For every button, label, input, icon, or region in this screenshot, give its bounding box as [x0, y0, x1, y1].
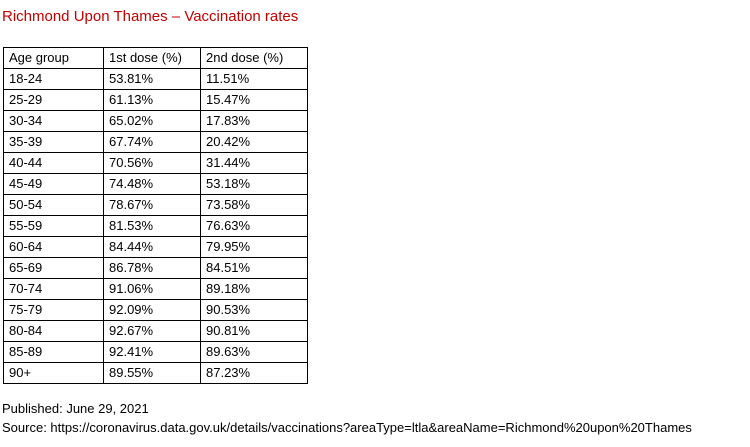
first-dose-cell: 92.67%: [104, 321, 201, 342]
table-row: [4, 132, 308, 153]
age-group-cell: 70-74: [4, 279, 104, 300]
first-dose-cell: 70.56%: [104, 153, 201, 174]
first-dose-cell: 81.53%: [104, 216, 201, 237]
second-dose-cell: 89.18%: [201, 279, 308, 300]
age-group-cell: 75-79: [4, 300, 104, 321]
page-title: Richmond Upon Thames – Vaccination rates: [2, 8, 299, 25]
table-row: [4, 174, 308, 195]
table-row: [4, 237, 308, 258]
table-row: [4, 153, 308, 174]
second-dose-cell: 31.44%: [201, 153, 308, 174]
age-group-cell: 25-29: [4, 90, 104, 111]
second-dose-cell: 15.47%: [201, 90, 308, 111]
published-date: Published: June 29, 2021: [2, 401, 149, 416]
first-dose-cell: 86.78%: [104, 258, 201, 279]
second-dose-cell: 89.63%: [201, 342, 308, 363]
first-dose-cell: 91.06%: [104, 279, 201, 300]
age-group-cell: 18-24: [4, 69, 104, 90]
first-dose-cell: 78.67%: [104, 195, 201, 216]
first-dose-cell: 92.09%: [104, 300, 201, 321]
second-dose-cell: 87.23%: [201, 363, 308, 384]
second-dose-cell: 84.51%: [201, 258, 308, 279]
table-row: [4, 216, 308, 237]
table-header-row: [4, 48, 308, 69]
first-dose-cell: 84.44%: [104, 237, 201, 258]
column-header-age-group: Age group: [4, 48, 104, 69]
first-dose-cell: 89.55%: [104, 363, 201, 384]
age-group-cell: 65-69: [4, 258, 104, 279]
age-group-cell: 85-89: [4, 342, 104, 363]
table-row: [4, 300, 308, 321]
table-row: [4, 69, 308, 90]
second-dose-cell: 11.51%: [201, 69, 308, 90]
second-dose-cell: 76.63%: [201, 216, 308, 237]
age-group-cell: 60-64: [4, 237, 104, 258]
age-group-cell: 45-49: [4, 174, 104, 195]
table-row: [4, 342, 308, 363]
column-header-second-dose: 2nd dose (%): [201, 48, 308, 69]
second-dose-cell: 79.95%: [201, 237, 308, 258]
table-row: [4, 279, 308, 300]
first-dose-cell: 65.02%: [104, 111, 201, 132]
first-dose-cell: 67.74%: [104, 132, 201, 153]
table-row: [4, 195, 308, 216]
second-dose-cell: 20.42%: [201, 132, 308, 153]
age-group-cell: 35-39: [4, 132, 104, 153]
second-dose-cell: 90.53%: [201, 300, 308, 321]
vaccination-rates-table: [3, 47, 308, 384]
second-dose-cell: 90.81%: [201, 321, 308, 342]
age-group-cell: 40-44: [4, 153, 104, 174]
age-group-cell: 55-59: [4, 216, 104, 237]
age-group-cell: 50-54: [4, 195, 104, 216]
age-group-cell: 80-84: [4, 321, 104, 342]
table-row: [4, 258, 308, 279]
source-line: Source: https://coronavirus.data.gov.uk/details/vaccinations?areaType=ltla&areaName=Richmond%20upon%20Thames: [2, 420, 692, 435]
second-dose-cell: 17.83%: [201, 111, 308, 132]
table-row: [4, 111, 308, 132]
table-row: [4, 363, 308, 384]
first-dose-cell: 92.41%: [104, 342, 201, 363]
second-dose-cell: 53.18%: [201, 174, 308, 195]
table-row: [4, 321, 308, 342]
first-dose-cell: 74.48%: [104, 174, 201, 195]
first-dose-cell: 53.81%: [104, 69, 201, 90]
age-group-cell: 30-34: [4, 111, 104, 132]
age-group-cell: 90+: [4, 363, 104, 384]
first-dose-cell: 61.13%: [104, 90, 201, 111]
second-dose-cell: 73.58%: [201, 195, 308, 216]
table-row: [4, 90, 308, 111]
column-header-first-dose: 1st dose (%): [104, 48, 201, 69]
